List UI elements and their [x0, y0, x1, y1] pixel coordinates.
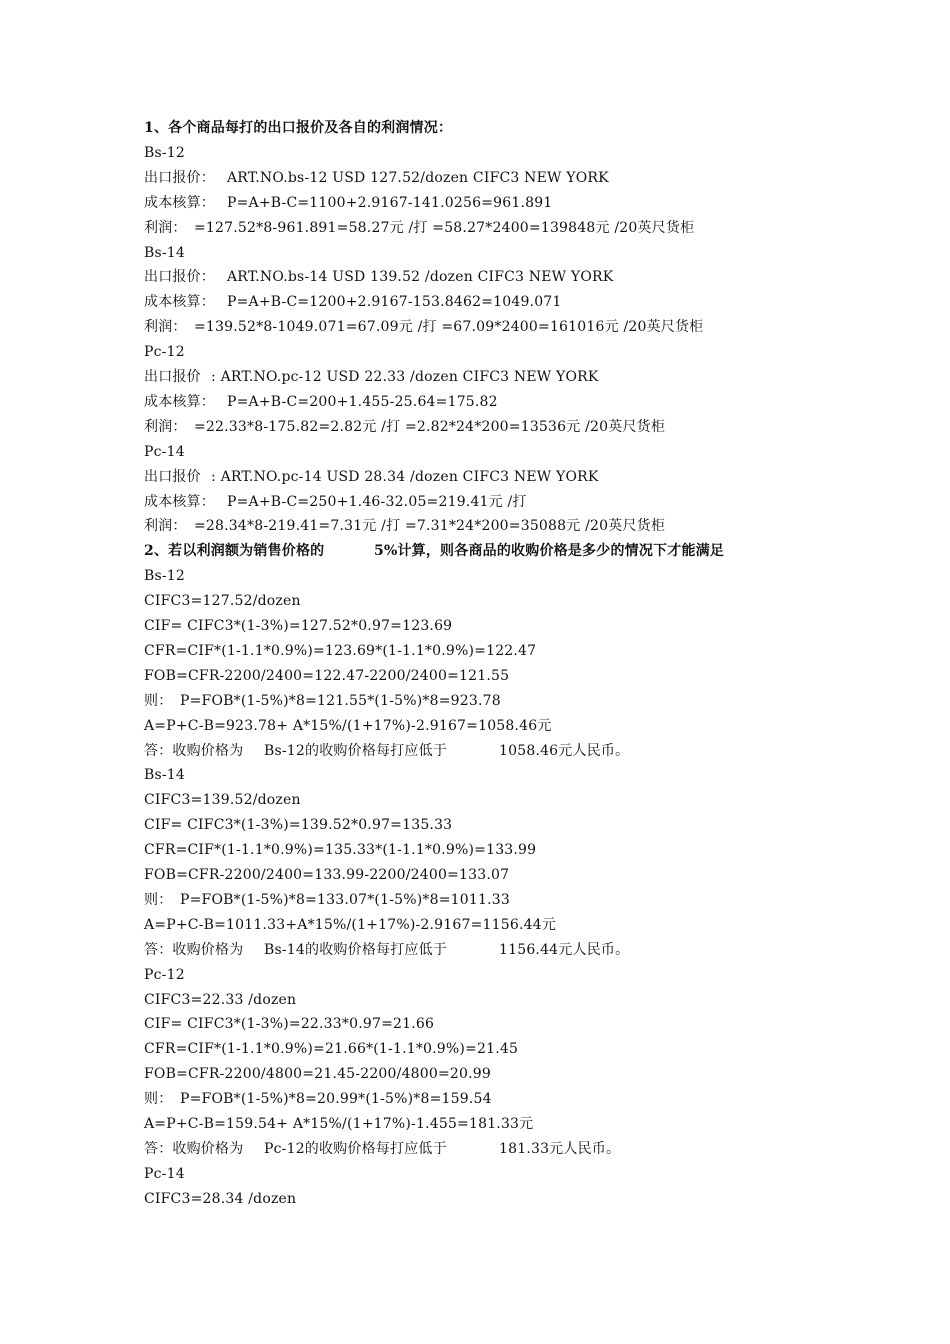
line-segment: 成本核算： [144, 493, 215, 510]
line-segment: CIF= CIFC3*(1-3%)=22.33*0.97=21.66 [144, 1016, 435, 1033]
text-line [144, 143, 924, 163]
line-segment: Bs-12的收购价格每打应低于 [264, 742, 448, 759]
line-segment: 成本核算： [144, 294, 215, 311]
text-line [144, 716, 924, 736]
line-segment: 出口报价 [144, 369, 201, 385]
line-segment: 利润： [144, 418, 187, 435]
text-line [144, 840, 924, 860]
line-segment: 出口报价： [144, 269, 215, 286]
line-segment: 1、各个商品每打的出口报价及各自的利润情况： [144, 120, 453, 136]
line-segment: CFR=CIF*(1-1.1*0.9%)=21.66*(1-1.1*0.9%)=21.45 [144, 1041, 519, 1058]
line-segment: Bs-12 [144, 144, 186, 161]
line-segment: 利润： [144, 219, 187, 236]
text-line [144, 168, 924, 188]
line-segment: 出口报价 [144, 468, 201, 485]
text-line [144, 666, 924, 686]
text-line [144, 591, 924, 611]
line-segment: Bs-14的收购价格每打应低于 [264, 941, 448, 958]
line-segment: 181.33元人民币。 [499, 1140, 621, 1157]
line-segment: 5%计算，则各商品的收购价格是多少的情况下才能满足 [374, 543, 725, 560]
line-segment: 成本核算： [144, 194, 215, 211]
text-line [144, 392, 924, 412]
text-line [144, 193, 924, 213]
text-line [144, 890, 924, 910]
line-segment: 成本核算： [144, 393, 215, 410]
text-line [144, 990, 924, 1010]
text-line [144, 741, 924, 761]
text-line [144, 492, 924, 512]
text-line [144, 243, 924, 263]
line-segment: CIFC3=127.52/dozen [144, 593, 301, 610]
line-segment: 2、若以利润额为销售价格的 [144, 543, 325, 560]
text-line [144, 1164, 924, 1184]
text-line [144, 442, 924, 462]
text-line [144, 1189, 924, 1209]
line-segment: A=P+C-B=159.54+ A*15%/(1+17%)-1.455=181.33元 [144, 1116, 534, 1132]
line-segment: 答：收购价格为 [144, 1140, 244, 1157]
line-segment: =127.52*8-961.891=58.27元 /打 =58.27*2400=139848元 /20英尺货柜 [194, 219, 695, 236]
line-segment: Bs-12 [144, 568, 186, 585]
section-heading [144, 118, 924, 138]
text-line [144, 965, 924, 985]
line-segment: CFR=CIF*(1-1.1*0.9%)=135.33*(1-1.1*0.9%)=133.99 [144, 842, 537, 859]
text-line [144, 1139, 924, 1159]
line-segment: 出口报价： [144, 169, 215, 186]
line-segment: : ART.NO.pc-14 USD 28.34 /dozen CIFC3 NEW YORK [211, 468, 599, 485]
line-segment: P=A+B-C=200+1.455-25.64=175.82 [227, 393, 498, 410]
line-segment: Pc-12 [144, 966, 185, 983]
line-segment: FOB=CFR-2200/2400=122.47-2200/2400=121.55 [144, 667, 510, 684]
line-segment: FOB=CFR-2200/2400=133.99-2200/2400=133.07 [144, 867, 510, 883]
line-segment: FOB=CFR-2200/4800=21.45-2200/4800=20.99 [144, 1066, 492, 1083]
line-segment: 1156.44元人民币。 [499, 941, 630, 958]
line-segment: A=P+C-B=1011.33+A*15%/(1+17%)-2.9167=1156.44元 [144, 916, 557, 933]
line-segment: CFR=CIF*(1-1.1*0.9%)=123.69*(1-1.1*0.9%)=122.47 [144, 642, 537, 659]
line-segment: Pc-12 [144, 344, 185, 361]
text-line [144, 641, 924, 661]
line-segment: CIF= CIFC3*(1-3%)=139.52*0.97=135.33 [144, 817, 453, 834]
line-segment: =22.33*8-175.82=2.82元 /打 =2.82*24*200=13536元 /20英尺货柜 [194, 418, 666, 435]
text-line [144, 865, 924, 885]
text-line [144, 317, 924, 337]
text-line [144, 218, 924, 238]
line-segment: A=P+C-B=923.78+ A*15%/(1+17%)-2.9167=1058.46元 [144, 717, 552, 734]
text-line [144, 940, 924, 960]
line-segment: Bs-14 [144, 767, 186, 784]
text-line [144, 691, 924, 711]
text-line [144, 516, 924, 536]
text-line [144, 566, 924, 586]
text-line [144, 765, 924, 785]
line-segment: ART.NO.bs-14 USD 139.52 /dozen CIFC3 NEW YORK [227, 269, 614, 286]
text-line [144, 267, 924, 287]
text-line [144, 367, 924, 387]
line-segment: P=A+B-C=1100+2.9167-141.0256=961.891 [227, 194, 553, 211]
line-segment: Bs-14 [144, 244, 186, 261]
text-line [144, 1039, 924, 1059]
line-segment: 利润： [144, 319, 187, 336]
line-segment: 答：收购价格为 [144, 742, 244, 759]
line-segment: CIFC3=28.34 /dozen [144, 1190, 297, 1207]
line-segment: =28.34*8-219.41=7.31元 /打 =7.31*24*200=35088元 /20英尺货柜 [194, 518, 666, 535]
text-line [144, 1064, 924, 1084]
section-heading [144, 541, 924, 561]
text-line [144, 417, 924, 437]
text-line [144, 1014, 924, 1034]
line-segment: ART.NO.bs-12 USD 127.52/dozen CIFC3 NEW YORK [227, 169, 609, 186]
line-segment: : ART.NO.pc-12 USD 22.33 /dozen CIFC3 NEW YORK [211, 369, 599, 385]
line-segment: 利润： [144, 518, 187, 535]
line-segment: P=A+B-C=1200+2.9167-153.8462=1049.071 [227, 294, 562, 311]
line-segment: 则： [144, 891, 173, 908]
line-segment: 答：收购价格为 [144, 941, 244, 958]
text-line [144, 467, 924, 487]
line-segment: P=FOB*(1-5%)*8=133.07*(1-5%)*8=1011.33 [180, 891, 510, 908]
text-line [144, 1114, 924, 1134]
line-segment: 则： [144, 692, 173, 709]
text-line [144, 815, 924, 835]
line-segment: Pc-12的收购价格每打应低于 [264, 1140, 447, 1157]
line-segment: 1058.46元人民币。 [499, 742, 630, 759]
line-segment: CIF= CIFC3*(1-3%)=127.52*0.97=123.69 [144, 618, 453, 634]
text-line [144, 616, 924, 636]
line-segment: CIFC3=139.52/dozen [144, 792, 301, 809]
line-segment: Pc-14 [144, 1165, 185, 1182]
line-segment: P=FOB*(1-5%)*8=20.99*(1-5%)*8=159.54 [180, 1091, 492, 1108]
line-segment: P=FOB*(1-5%)*8=121.55*(1-5%)*8=923.78 [180, 692, 501, 709]
line-segment: 则： [144, 1091, 173, 1108]
text-line [144, 915, 924, 935]
text-line [144, 790, 924, 810]
text-line [144, 1089, 924, 1109]
line-segment: =139.52*8-1049.071=67.09元 /打 =67.09*2400=161016元 /20英尺货柜 [194, 319, 704, 336]
text-line [144, 292, 924, 312]
text-line [144, 342, 924, 362]
line-segment: CIFC3=22.33 /dozen [144, 991, 297, 1008]
line-segment: Pc-14 [144, 443, 185, 460]
line-segment: P=A+B-C=250+1.46-32.05=219.41元 /打 [227, 493, 527, 510]
